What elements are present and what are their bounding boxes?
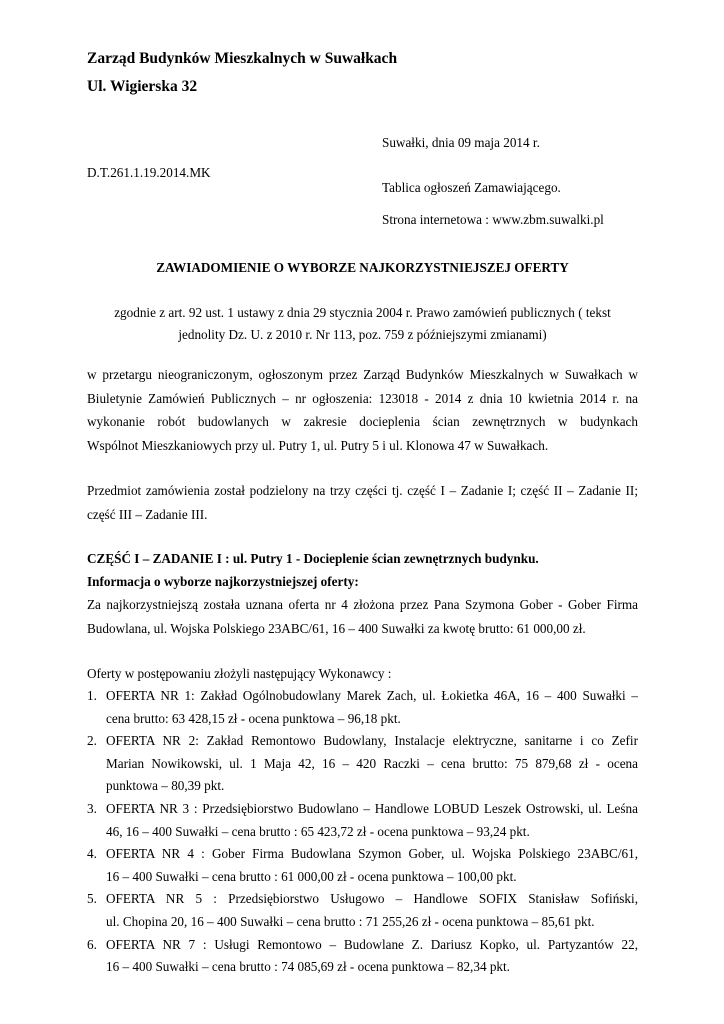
offers-intro: Oferty w postępowaniu złożyli następujący Wykonawcy :	[87, 666, 392, 681]
offer-line: OFERTA NR 1: Zakład Ogólnobudowlany Marek Zach, ul. Łokietka 46A, 16 – 400 Suwałki –	[106, 688, 638, 703]
part1-subheading: Informacja o wyborze najkorzystniejszej oferty:	[87, 574, 359, 589]
winner-line-1: Za najkorzystniejszą została uznana oferta nr 4 złożona przez Pana Szymona Gober - Gober Firma	[87, 597, 638, 612]
offers-list	[87, 685, 638, 979]
website-line: Strona internetowa : www.zbm.suwalki.pl	[382, 212, 604, 227]
offer-line: 16 – 400 Suwałki – cena brutto : 74 085,69 zł - ocena punktowa – 82,34 pkt.	[106, 959, 510, 975]
legal-basis-line-2: jednolity Dz. U. z 2010 r. Nr 113, poz. 759 z późniejszymi zmianami)	[178, 327, 547, 342]
intro-paragraph	[87, 363, 638, 457]
offer-line: OFERTA NR 4 : Gober Firma Budowlana Szymon Gober, ul. Wojska Polskiego 23ABC/61,	[106, 846, 638, 862]
offer-line: ul. Chopina 20, 16 – 400 Suwałki – cena brutto : 71 255,26 zł - ocena punktowa – 85,61 pkt.	[106, 913, 595, 929]
offer-item-5	[87, 888, 638, 933]
winner-line-2: Budowlana, ul. Wojska Polskiego 23ABC/61, 16 – 400 Suwałki za kwotę brutto: 61 000,00 zł.	[87, 620, 586, 636]
place-date: Suwałki, dnia 09 maja 2014 r.	[382, 135, 540, 150]
offer-line: OFERTA NR 5 : Przedsiębiorstwo Usługowo – Handlowe SOFIX Stanisław Sofiński,	[106, 891, 638, 907]
offer-number: 4.	[87, 846, 97, 862]
offer-line: 16 – 400 Suwałki – cena brutto : 61 000,00 zł - ocena punktowa – 100,00 pkt.	[106, 868, 517, 884]
offer-line: OFERTA NR 7 : Usługi Remontowo – Budowlane Z. Dariusz Kopko, ul. Partyzantów 22,	[106, 936, 638, 952]
offer-number: 6.	[87, 936, 97, 952]
reference-number: D.T.261.1.19.2014.MK	[87, 165, 211, 180]
intro-line-4: Wspólnot Mieszkaniowych przy ul. Putry 1, ul. Putry 5 i ul. Klonowa 47 w Suwałkach.	[87, 437, 549, 453]
offer-number: 2.	[87, 733, 97, 749]
offer-item-1	[87, 685, 638, 730]
notice-board: Tablica ogłoszeń Zamawiającego.	[382, 180, 561, 195]
offer-line: OFERTA NR 2: Zakład Remontowo Budowlany, Instalacje elektryczne, sanitarne i co Zefir	[106, 733, 638, 749]
legal-basis-line-1: zgodnie z art. 92 ust. 1 ustawy z dnia 29 stycznia 2004 r. Prawo zamówień publicznych ( tekst	[114, 305, 611, 320]
organization-address: Ul. Wigierska 32	[87, 78, 198, 95]
division-line-1: Przedmiot zamówienia został podzielony na trzy części tj. część I – Zadanie I; część II – Zadanie II;	[87, 483, 638, 498]
offer-line: Marian Nowikowski, ul. 1 Maja 42, 16 – 420 Raczki – cena brutto: 75 879,68 zł - ocena	[106, 755, 638, 771]
offer-line: 46, 16 – 400 Suwałki – cena brutto : 65 423,72 zł - ocena punktowa – 93,24 pkt.	[106, 823, 530, 839]
intro-line-2: Biuletynie Zamówień Publicznych – nr ogłoszenia: 123018 - 2014 z dnia 10 kwietnia 2014 r. na	[87, 390, 638, 406]
offer-line: cena brutto: 63 428,15 zł - ocena punktowa – 96,18 pkt.	[106, 710, 401, 726]
offer-item-6	[87, 934, 638, 979]
offer-item-2	[87, 730, 638, 798]
division-paragraph	[87, 479, 638, 526]
offer-number: 3.	[87, 800, 97, 816]
offer-line: OFERTA NR 3 : Przedsiębiorstwo Budowlano – Handlowe LOBUD Leszek Ostrowski, ul. Leśna	[106, 800, 638, 816]
organization-name: Zarząd Budynków Mieszkalnych w Suwałkach	[87, 50, 398, 67]
intro-line-3: wykonanie robót budowlanych w zakresie docieplenia ścian zewnętrznych w budynkach	[87, 414, 638, 429]
offer-item-4	[87, 843, 638, 888]
offer-item-3	[87, 798, 638, 843]
document-title: ZAWIADOMIENIE O WYBORZE NAJKORZYSTNIEJSZEJ OFERTY	[156, 260, 569, 275]
winner-paragraph	[87, 593, 638, 640]
offer-number: 1.	[87, 688, 97, 703]
part1-heading: CZĘŚĆ I – ZADANIE I : ul. Putry 1 - Docieplenie ścian zewnętrznych budynku.	[87, 551, 539, 566]
offer-line: punktowa – 80,39 pkt.	[106, 778, 225, 794]
intro-line-1: w przetargu nieograniczonym, ogłoszonym przez Zarząd Budynków Mieszkalnych w Suwałkach w	[87, 367, 638, 382]
division-line-2: część III – Zadanie III.	[87, 506, 208, 522]
offer-number: 5.	[87, 891, 97, 907]
